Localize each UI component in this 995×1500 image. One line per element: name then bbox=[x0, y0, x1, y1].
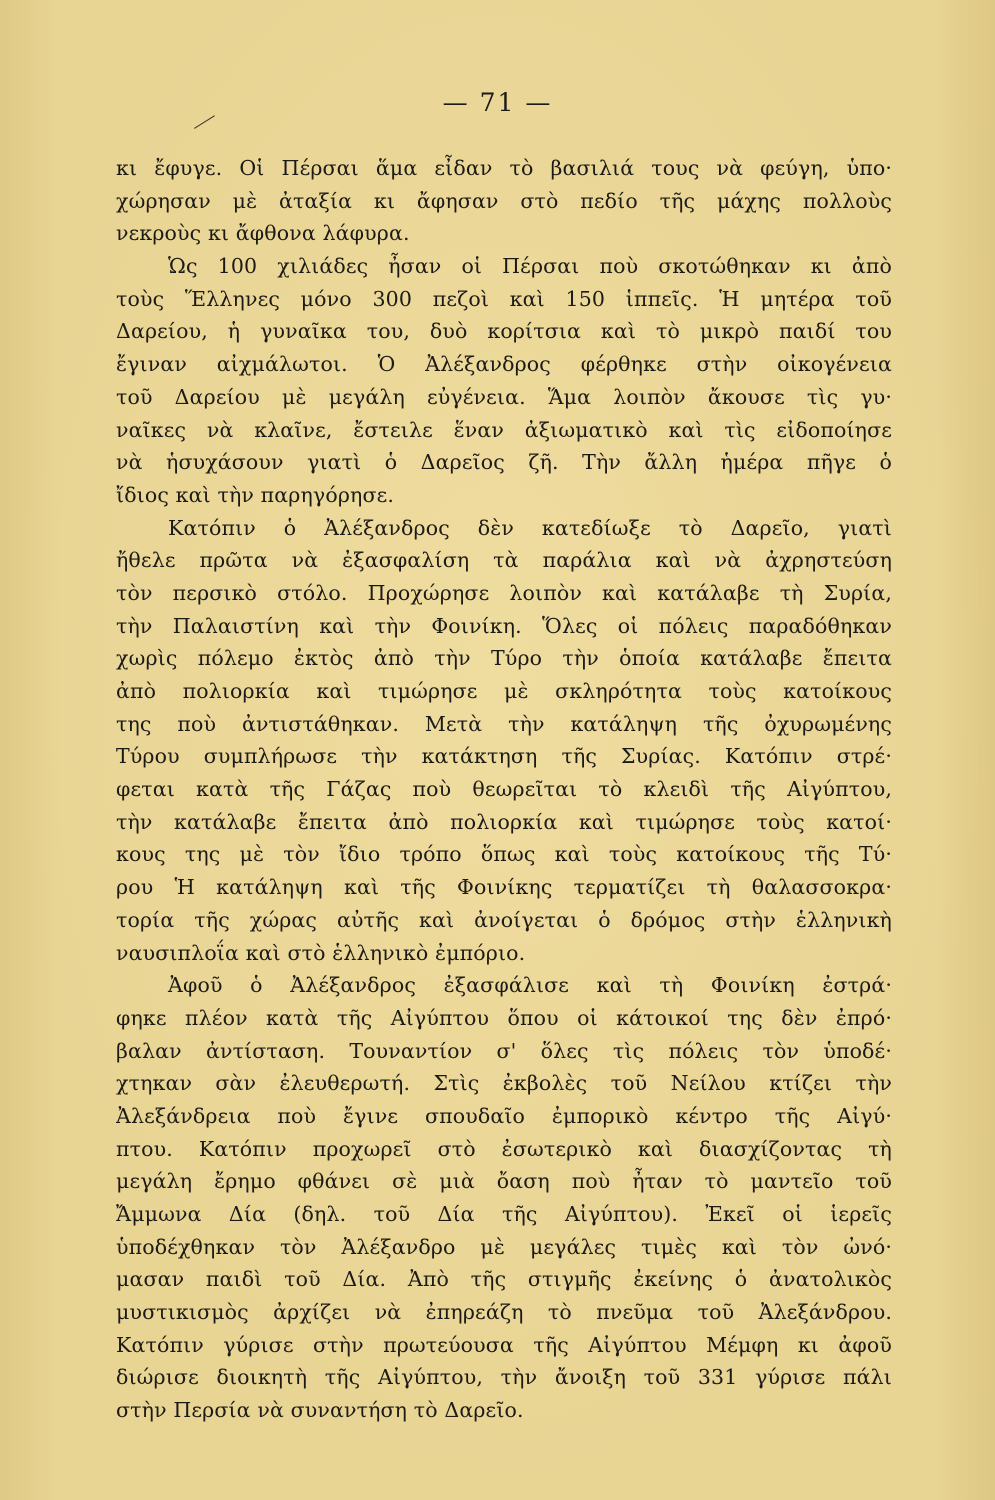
text-line: Δαρείου, ἡ γυναῖκα του, δυὸ κορίτσια καὶ τὸ μικρὸ παιδί του bbox=[116, 319, 892, 344]
pencil-tick-mark bbox=[194, 115, 222, 140]
page-number: — 71 — bbox=[442, 88, 553, 117]
text-line: ἀπὸ πολιορκία καὶ τιμώρησε μὲ σκληρότητα τοὺς κατοίκους bbox=[116, 679, 892, 703]
text-line: Ἄμμωνα Δία (δηλ. τοῦ Δία τῆς Αἰγύπτου). Ἐκεῖ οἱ ἱερεῖς bbox=[116, 1202, 892, 1226]
body-text bbox=[116, 152, 892, 1427]
text-line: νεκροὺς κι ἄφθονα λάφυρα. bbox=[116, 221, 410, 246]
text-line: φεται κατὰ τῆς Γάζας ποὺ θεωρεῖται τὸ κλειδὶ τῆς Αἰγύπτου, bbox=[116, 777, 892, 802]
text-line: χτηκαν σὰν ἐλευθερωτή. Στὶς ἐκβολὲς τοῦ Νείλου κτίζει τὴν bbox=[116, 1071, 892, 1096]
text-line: ρου Ἡ κατάληψη καὶ τῆς Φοινίκης τερματίζει τὴ θαλασσοκρα· bbox=[116, 875, 892, 900]
text-line: χώρησαν μὲ ἀταξία κι ἄφησαν στὸ πεδίο τῆς μάχης πολλοὺς bbox=[116, 188, 892, 213]
text-line: τὴν κατάλαβε ἔπειτα ἀπὸ πολιορκία καὶ τιμώρησε τοὺς κατοί· bbox=[116, 809, 892, 834]
text-line: μασαν παιδὶ τοῦ Δία. Ἀπὸ τῆς στιγμῆς ἐκείνης ὁ ἀνατολικὸς bbox=[116, 1267, 892, 1292]
text-line: κους της μὲ τὸν ἴδιο τρόπο ὅπως καὶ τοὺς κατοίκους τῆς Τύ· bbox=[116, 842, 892, 867]
text-line: νὰ ἡσυχάσουν γιατὶ ὁ Δαρεῖος ζῆ. Τὴν ἄλλη ἡμέρα πῆγε ὁ bbox=[116, 450, 892, 475]
text-line: ναῖκες νὰ κλαῖνε, ἔστειλε ἕναν ἀξιωματικὸ καὶ τὶς εἰδοποίησε bbox=[116, 417, 892, 442]
text-line: τοὺς Ἕλληνες μόνο 300 πεζοὶ καὶ 150 ἱππεῖς. Ἡ μητέρα τοῦ bbox=[116, 286, 892, 311]
text-line: ἴδιος καὶ τὴν παρηγόρησε. bbox=[116, 482, 395, 507]
text-line: κι ἔφυγε. Οἱ Πέρσαι ἅμα εἶδαν τὸ βασιλιά τους νὰ φεύγη, ὑπο· bbox=[116, 156, 892, 180]
text-line: ἤθελε πρῶτα νὰ ἐξασφαλίση τὰ παράλια καὶ νὰ ἀχρηστεύση bbox=[116, 548, 892, 573]
text-line: ἔγιναν αἰχμάλωτοι. Ὁ Ἀλέξανδρος φέρθηκε στὴν οἰκογένεια bbox=[116, 352, 892, 377]
text-line: πτου. Κατόπιν προχωρεῖ στὸ ἐσωτερικὸ καὶ διασχίζοντας τὴ bbox=[116, 1136, 892, 1161]
text-line: Ἀλεξάνδρεια ποὺ ἔγινε σπουδαῖο ἐμπορικὸ κέντρο τῆς Αἰγύ· bbox=[116, 1103, 892, 1128]
text-line: Κατόπιν γύρισε στὴν πρωτεύουσα τῆς Αἰγύπτου Μέμφη κι ἀφοῦ bbox=[116, 1332, 892, 1357]
text-line: ὑποδέχθηκαν τὸν Ἀλέξανδρο μὲ μεγάλες τιμὲς καὶ τὸν ὠνό· bbox=[116, 1234, 892, 1259]
text-line: Κατόπιν ὁ Ἀλέξανδρος δὲν κατεδίωξε τὸ Δαρεῖο, γιατὶ bbox=[168, 515, 892, 540]
text-line: φηκε πλέον κατὰ τῆς Αἰγύπτου ὅπου οἱ κάτοικοί της δὲν ἐπρό· bbox=[116, 1005, 892, 1030]
text-line: μυστικισμὸς ἀρχίζει νὰ ἐπηρεάζη τὸ πνεῦμα τοῦ Ἀλεξάνδρου. bbox=[116, 1300, 892, 1325]
text-line: χωρὶς πόλεμο ἐκτὸς ἀπὸ τὴν Τύρο τὴν ὁποία κατάλαβε ἔπειτα bbox=[116, 646, 892, 671]
text-line: διώρισε διοικητὴ τῆς Αἰγύπτου, τὴν ἄνοιξη τοῦ 331 γύρισε πάλι bbox=[116, 1365, 892, 1390]
text-line: τὴν Παλαιστίνη καὶ τὴν Φοινίκη. Ὅλες οἱ πόλεις παραδόθηκαν bbox=[116, 613, 892, 638]
text-line: μεγάλη ἔρημο φθάνει σὲ μιὰ ὄαση ποὺ ἦταν τὸ μαντεῖο τοῦ bbox=[116, 1169, 892, 1194]
text-line: Τύρου συμπλήρωσε τὴν κατάκτηση τῆς Συρίας. Κατόπιν στρέ· bbox=[116, 744, 892, 769]
text-line: τὸν περσικὸ στόλο. Προχώρησε λοιπὸν καὶ κατάλαβε τὴ Συρία, bbox=[116, 580, 892, 605]
text-line: βαλαν ἀντίσταση. Τουναντίον σ' ὅλες τὶς πόλεις τὸν ὑποδέ· bbox=[116, 1038, 892, 1063]
text-line: Ὡς 100 χιλιάδες ἦσαν οἱ Πέρσαι ποὺ σκοτώθηκαν κι ἀπὸ bbox=[168, 254, 892, 279]
text-line: στὴν Περσία νὰ συναντήση τὸ Δαρεῖο. bbox=[116, 1398, 524, 1423]
text-line: ναυσιπλοΐα καὶ στὸ ἑλληνικὸ ἐμπόριο. bbox=[116, 940, 526, 965]
text-line: τορία τῆς χώρας αὐτῆς καὶ ἀνοίγεται ὁ δρόμος στὴν ἑλληνικὴ bbox=[116, 907, 892, 932]
text-line: της ποὺ ἀντιστάθηκαν. Μετὰ τὴν κατάληψη τῆς ὀχυρωμένης bbox=[116, 711, 892, 736]
text-line: Ἀφοῦ ὁ Ἀλέξανδρος ἐξασφάλισε καὶ τὴ Φοινίκη ἐστρά· bbox=[168, 973, 892, 998]
text-line: τοῦ Δαρείου μὲ μεγάλη εὐγένεια. Ἅμα λοιπὸν ἄκουσε τὶς γυ· bbox=[116, 384, 892, 409]
